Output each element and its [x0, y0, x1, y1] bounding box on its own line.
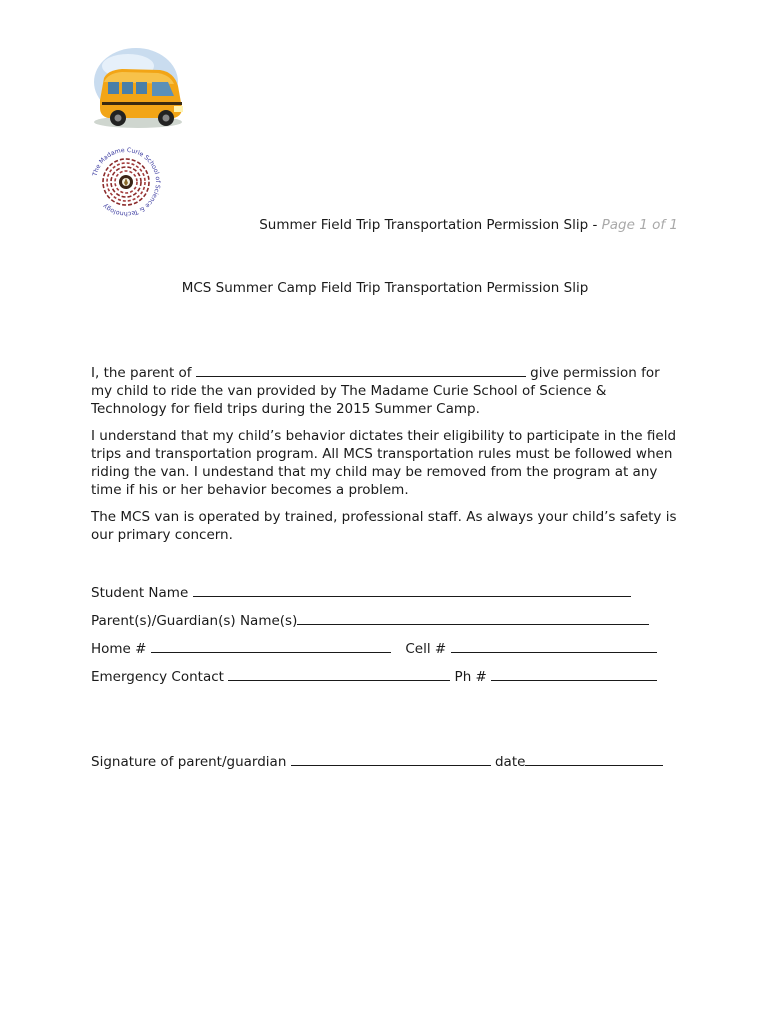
- parent-names-row: [91, 612, 649, 629]
- home-phone-blank[interactable]: [151, 640, 391, 653]
- body-text: [91, 364, 681, 553]
- date-label: date: [494, 754, 526, 770]
- page-header: [259, 217, 678, 233]
- permission-paragraph: [91, 364, 681, 418]
- document-title: MCS Summer Camp Field Trip Transportation Permission Slip: [181, 280, 589, 296]
- header-page-number: Page 1 of 1: [601, 217, 678, 233]
- safety-paragraph: The MCS van is operated by trained, professional staff. As always your child’s safety is our primary concern.: [91, 509, 677, 543]
- student-name-row: [91, 584, 631, 601]
- phone-row: [91, 640, 657, 657]
- behavior-paragraph: I understand that my child’s behavior dictates their eligibility to participate in the field trips and transportation program. All MCS transportation rules must be followed when riding the van. I undestand that my child may be removed from the program at any time if his or her behavior becomes a problem.: [91, 428, 677, 498]
- signature-label: Signature of parent/guardian: [91, 754, 291, 770]
- parent-names-label: Parent(s)/Guardian(s) Name(s): [91, 613, 298, 629]
- cell-phone-blank[interactable]: [451, 640, 657, 653]
- signature-blank[interactable]: [291, 753, 491, 766]
- student-name-blank[interactable]: [193, 584, 631, 597]
- school-bus-logo: [88, 42, 188, 134]
- date-blank[interactable]: [525, 753, 663, 766]
- emergency-phone-blank[interactable]: [491, 668, 657, 681]
- emergency-contact-label: Emergency Contact: [91, 669, 229, 685]
- header-title: Summer Field Trip Transportation Permission Slip: [259, 217, 589, 233]
- child-name-blank[interactable]: [196, 364, 526, 377]
- emergency-contact-row: [91, 668, 657, 685]
- svg-text:The Madame Curie School of Sci: The Madame Curie School of Science & Technology: [91, 146, 162, 218]
- parent-names-blank[interactable]: [297, 612, 649, 625]
- home-phone-label: Home #: [91, 641, 151, 657]
- emergency-contact-blank[interactable]: [228, 668, 450, 681]
- permission-text-start: I, the parent of: [91, 365, 196, 381]
- header-separator: -: [588, 217, 602, 233]
- cell-phone-label: Cell #: [405, 641, 451, 657]
- school-seal-logo: [90, 146, 162, 218]
- emergency-phone-label: Ph #: [454, 669, 492, 685]
- permission-text-end: give permission for my child to ride the van provided by The Madame Curie School of Science & Technology for field trips during the 2015 Summer Camp.: [91, 365, 660, 417]
- student-name-label: Student Name: [91, 585, 193, 601]
- signature-row: [91, 753, 663, 770]
